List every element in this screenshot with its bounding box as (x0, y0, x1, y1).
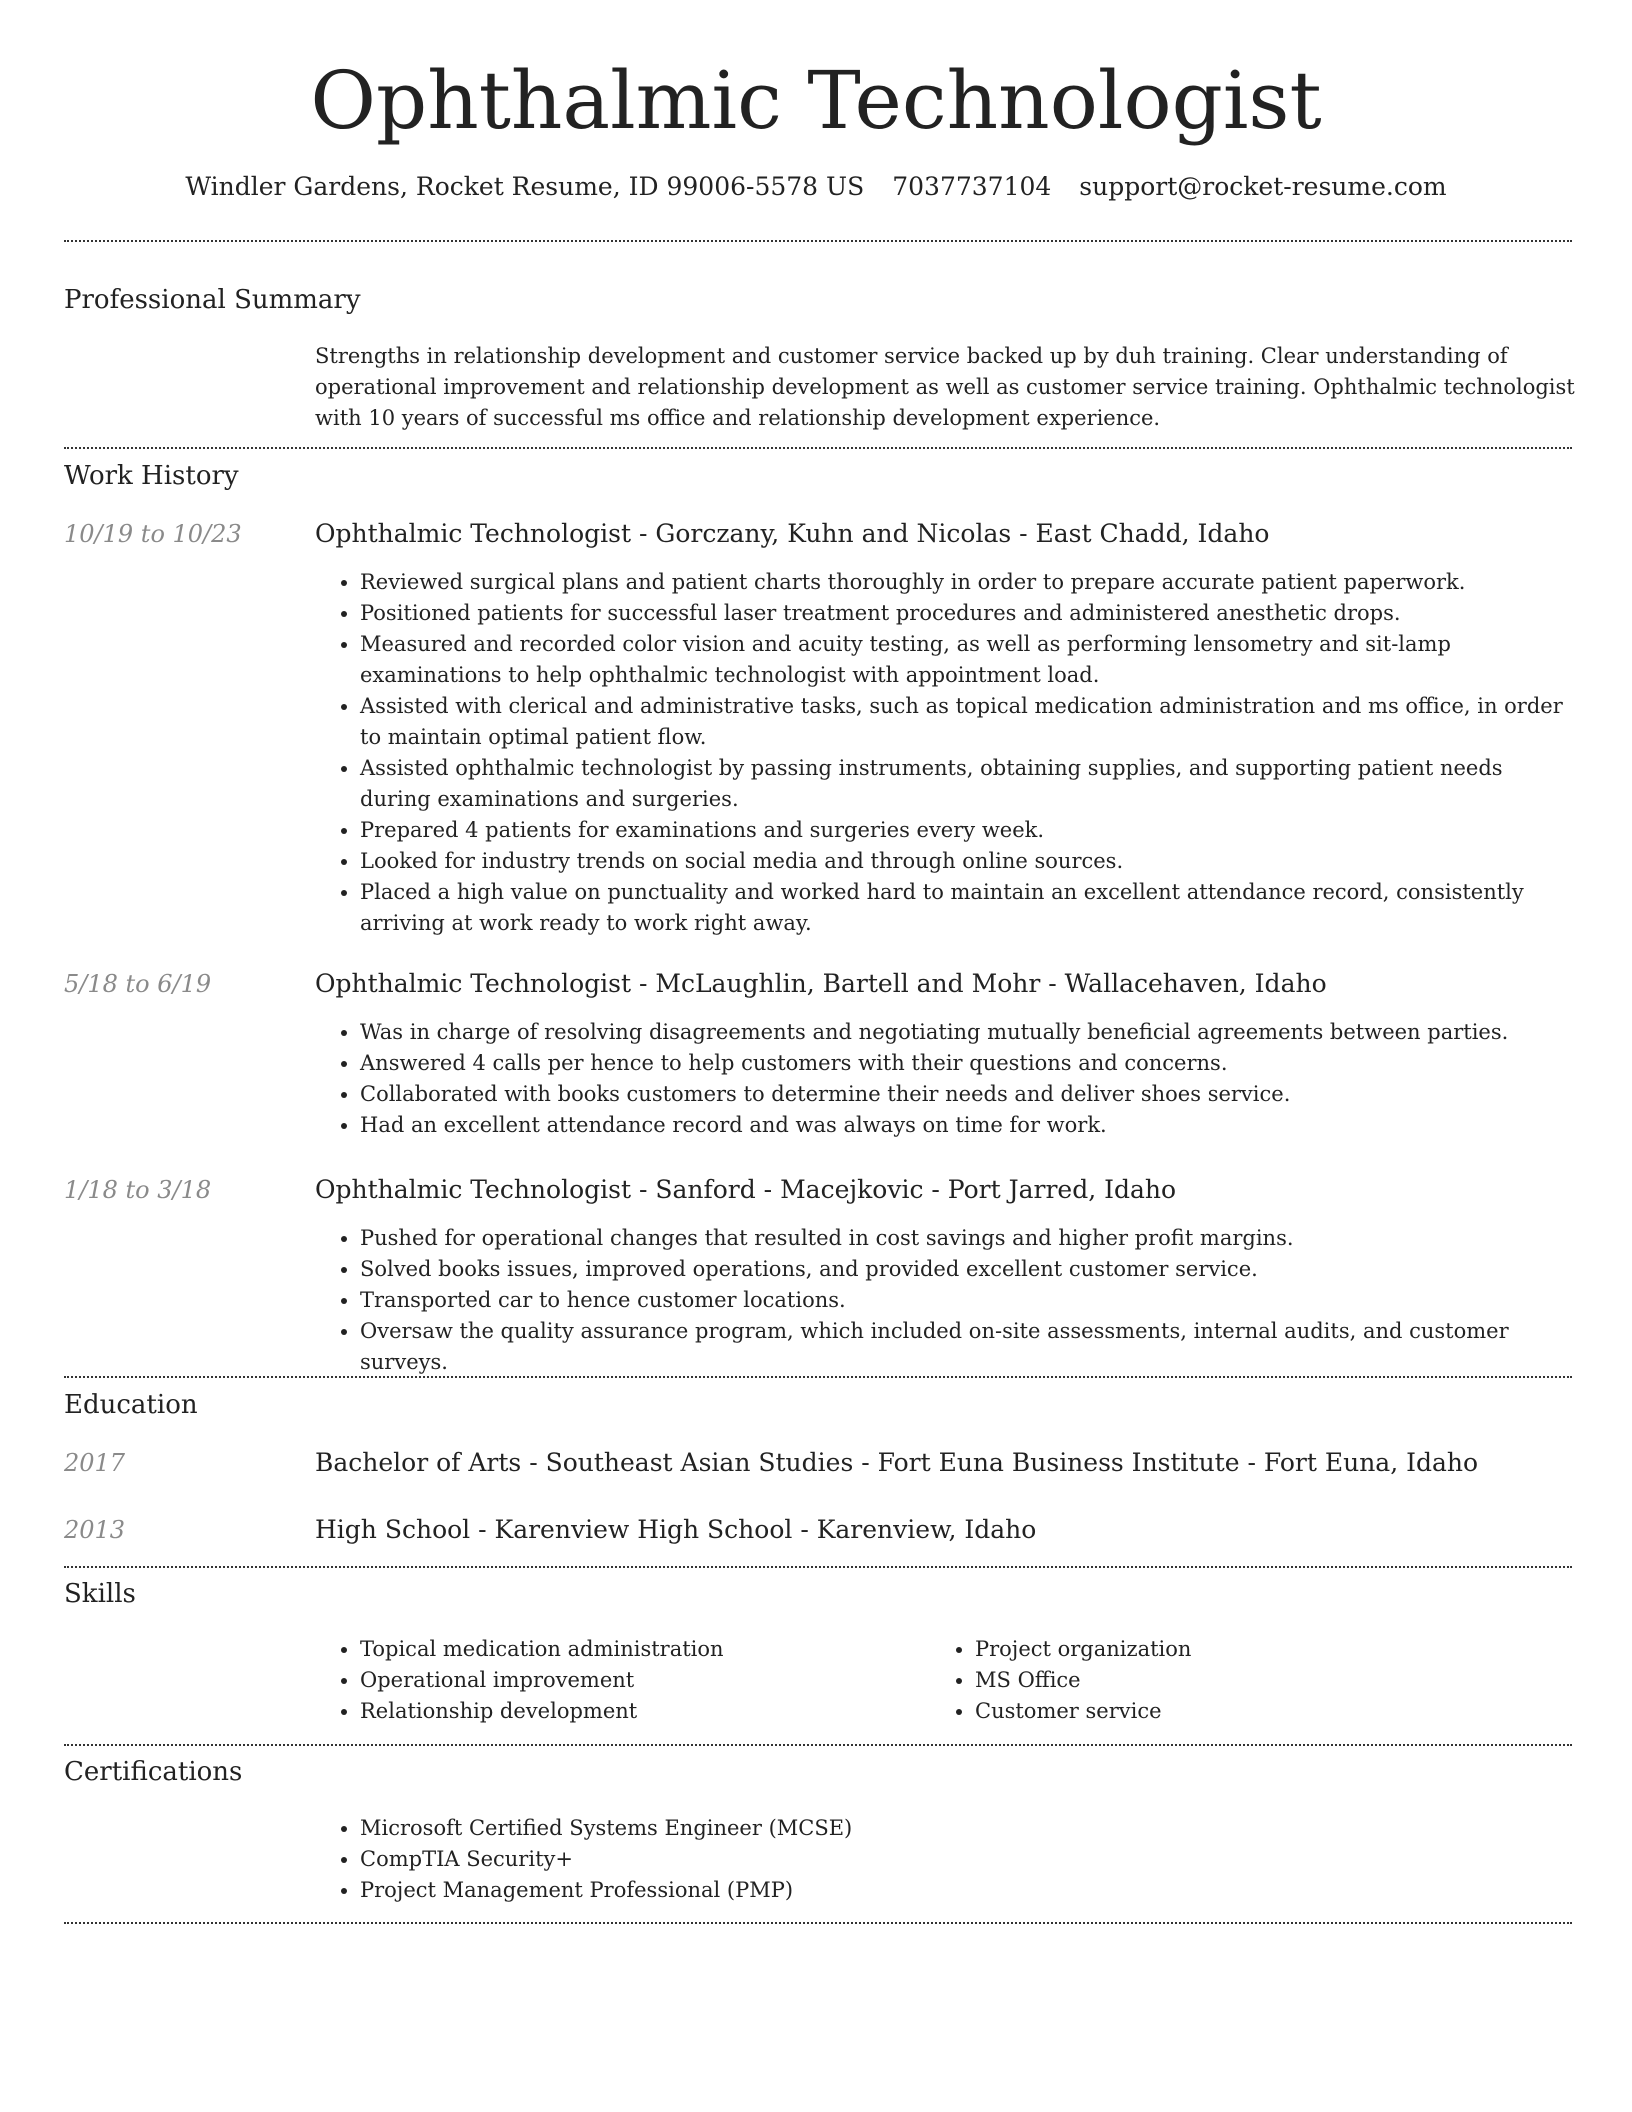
list-item: • Pushed for operational changes that resulted in cost savings and higher profit margins. (360, 1223, 1575, 1254)
list-item: • Project Management Professional (PMP) (360, 1875, 1575, 1906)
job-bullets (315, 1223, 1575, 1378)
section-title-work: Work History (64, 461, 239, 491)
list-item: • Had an excellent attendance record and was always on time for work. (360, 1110, 1575, 1141)
certifications-list (315, 1813, 1575, 1906)
section-title-skills: Skills (64, 1579, 136, 1609)
section-title-certifications: Certifications (64, 1757, 243, 1787)
divider (64, 1744, 1572, 1746)
job-heading: Ophthalmic Technologist - Sanford - Macejkovic - Port Jarred, Idaho (315, 1175, 1177, 1204)
list-item: • Transported car to hence customer locations. (360, 1285, 1575, 1316)
job-dates: 5/18 to 6/19 (64, 970, 212, 998)
job-dates: 10/19 to 10/23 (64, 520, 242, 548)
list-item: • Project organization (975, 1634, 1632, 1665)
job-heading: Ophthalmic Technologist - Gorczany, Kuhn and Nicolas - East Chadd, Idaho (315, 519, 1270, 548)
job-bullets (315, 1017, 1575, 1141)
job-bullets (315, 567, 1575, 939)
list-item: • Placed a high value on punctuality and worked hard to maintain an excellent attendance record, consistently arriving at work ready to work right away. (360, 877, 1575, 939)
summary-text: Strengths in relationship development and customer service backed up by duh training. Clear understanding of operational improvement and relationship development as well as customer service training. Ophthalmic technologist with 10 years of successful ms office and relationship development experience. (315, 344, 1575, 430)
list-item: • Looked for industry trends on social media and through online sources. (360, 846, 1575, 877)
list-item: • Assisted ophthalmic technologist by passing instruments, obtaining supplies, and supporting patient needs during examinations and surgeries. (360, 753, 1575, 815)
education-entry: High School - Karenview High School - Karenview, Idaho (315, 1515, 1037, 1544)
list-item: • Relationship development (360, 1696, 1575, 1727)
divider (64, 1376, 1572, 1378)
list-item: • Assisted with clerical and administrative tasks, such as topical medication administration and ms office, in order to maintain optimal patient flow. (360, 691, 1575, 753)
skills-list-right (930, 1634, 1632, 1727)
divider (64, 240, 1572, 242)
list-item: • Answered 4 calls per hence to help customers with their questions and concerns. (360, 1048, 1575, 1079)
section-title-education: Education (64, 1390, 198, 1420)
list-item: • CompTIA Security+ (360, 1844, 1575, 1875)
email: support@rocket-resume.com (1079, 172, 1447, 201)
section-title-summary: Professional Summary (64, 285, 361, 315)
education-entry: Bachelor of Arts - Southeast Asian Studies - Fort Euna Business Institute - Fort Euna, Idaho (315, 1448, 1479, 1477)
list-item: • Customer service (975, 1696, 1632, 1727)
list-item: • Was in charge of resolving disagreements and negotiating mutually beneficial agreements between parties. (360, 1017, 1575, 1048)
divider (64, 1566, 1572, 1568)
list-item: • Reviewed surgical plans and patient charts thoroughly in order to prepare accurate patient paperwork. (360, 567, 1575, 598)
list-item: • Prepared 4 patients for examinations and surgeries every week. (360, 815, 1575, 846)
list-item: • Measured and recorded color vision and acuity testing, as well as performing lensometry and sit-lamp examinations to help ophthalmic technologist with appointment load. (360, 629, 1575, 691)
resume-name: Ophthalmic Technologist (310, 54, 1322, 147)
phone: 7037737104 (892, 172, 1052, 201)
contact-line (0, 170, 1632, 204)
job-heading: Ophthalmic Technologist - McLaughlin, Bartell and Mohr - Wallacehaven, Idaho (315, 969, 1327, 998)
address: Windler Gardens, Rocket Resume, ID 99006-5578 US (185, 172, 865, 201)
list-item: • Solved books issues, improved operations, and provided excellent customer service. (360, 1254, 1575, 1285)
list-item: • Positioned patients for successful laser treatment procedures and administered anesthetic drops. (360, 598, 1575, 629)
divider (64, 1922, 1572, 1924)
job-dates: 1/18 to 3/18 (64, 1176, 212, 1204)
list-item: • Microsoft Certified Systems Engineer (MCSE) (360, 1813, 1575, 1844)
education-year: 2013 (64, 1516, 126, 1544)
list-item: • MS Office (975, 1665, 1632, 1696)
education-year: 2017 (64, 1449, 126, 1477)
list-item: • Oversaw the quality assurance program, which included on-site assessments, internal audits, and customer surveys. (360, 1316, 1575, 1378)
list-item: • Collaborated with books customers to determine their needs and deliver shoes service. (360, 1079, 1575, 1110)
divider (64, 447, 1572, 449)
list-item: • Operational improvement (360, 1665, 1575, 1696)
list-item: • Topical medication administration (360, 1634, 1575, 1665)
